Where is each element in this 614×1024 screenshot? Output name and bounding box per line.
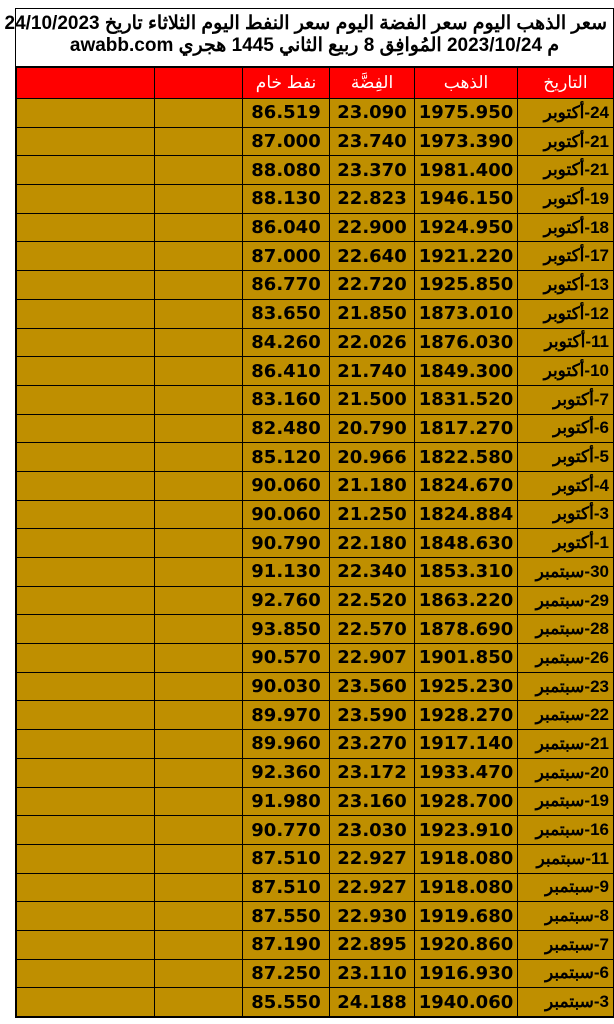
cell-date: 12-أكتوبر (518, 299, 614, 328)
cell-silver: 23.740 (330, 127, 415, 156)
cell-empty (17, 558, 155, 587)
cell-silver: 23.172 (330, 758, 415, 787)
table-row (17, 357, 614, 386)
table-row (17, 242, 614, 271)
cell-gold: 1920.860 (415, 930, 518, 959)
cell-date: 19-أكتوبر (518, 185, 614, 214)
cell-empty (17, 357, 155, 386)
cell-oil: 90.570 (243, 644, 330, 673)
cell-date: 16-سبتمبر (518, 816, 614, 845)
cell-empty (17, 529, 155, 558)
title-line-2: م 2023/10/24 المُوافِق 8 ربيع الثاني 1445 هجري awabb.com (69, 35, 560, 56)
cell-gold: 1824.670 (415, 471, 518, 500)
cell-empty (155, 586, 243, 615)
cell-empty (155, 758, 243, 787)
cell-oil: 83.160 (243, 385, 330, 414)
cell-empty (17, 844, 155, 873)
cell-gold: 1981.400 (415, 156, 518, 185)
cell-oil: 82.480 (243, 414, 330, 443)
cell-empty (17, 127, 155, 156)
cell-oil: 90.030 (243, 672, 330, 701)
header-oil: نفط خام (243, 68, 330, 99)
cell-empty (155, 615, 243, 644)
cell-date: 29-سبتمبر (518, 586, 614, 615)
cell-empty (155, 471, 243, 500)
sheet-title (4, 9, 613, 67)
header-empty-2 (17, 68, 155, 99)
cell-empty (155, 529, 243, 558)
table-row (17, 127, 614, 156)
cell-oil: 87.510 (243, 844, 330, 873)
table-row (17, 558, 614, 587)
cell-empty (155, 328, 243, 357)
cell-date: 3-سبتمبر (518, 988, 614, 1017)
cell-empty (17, 185, 155, 214)
cell-empty (17, 213, 155, 242)
header-date: التاريخ (518, 68, 614, 99)
cell-empty (17, 644, 155, 673)
cell-silver: 23.370 (330, 156, 415, 185)
cell-empty (17, 328, 155, 357)
cell-empty (155, 644, 243, 673)
cell-empty (17, 443, 155, 472)
cell-empty (155, 816, 243, 845)
table-row (17, 959, 614, 988)
cell-gold: 1928.700 (415, 787, 518, 816)
cell-date: 5-أكتوبر (518, 443, 614, 472)
cell-gold: 1917.140 (415, 730, 518, 759)
cell-empty (155, 385, 243, 414)
cell-empty (17, 471, 155, 500)
cell-silver: 22.900 (330, 213, 415, 242)
cell-empty (17, 730, 155, 759)
cell-silver: 22.907 (330, 644, 415, 673)
cell-silver: 21.740 (330, 357, 415, 386)
cell-empty (155, 500, 243, 529)
cell-silver: 22.927 (330, 844, 415, 873)
cell-empty (155, 701, 243, 730)
table-row (17, 701, 614, 730)
cell-oil: 90.790 (243, 529, 330, 558)
cell-date: 13-أكتوبر (518, 271, 614, 300)
cell-silver: 21.250 (330, 500, 415, 529)
table-row (17, 385, 614, 414)
table-row (17, 902, 614, 931)
cell-date: 7-سبتمبر (518, 930, 614, 959)
cell-date: 20-سبتمبر (518, 758, 614, 787)
cell-gold: 1901.850 (415, 644, 518, 673)
table-row (17, 930, 614, 959)
cell-gold: 1817.270 (415, 414, 518, 443)
cell-date: 8-سبتمبر (518, 902, 614, 931)
cell-empty (155, 213, 243, 242)
cell-empty (17, 385, 155, 414)
cell-empty (17, 758, 155, 787)
cell-empty (155, 99, 243, 128)
table-body (17, 99, 614, 1017)
header-row (17, 68, 614, 99)
cell-gold: 1918.080 (415, 873, 518, 902)
cell-oil: 85.550 (243, 988, 330, 1017)
cell-empty (155, 844, 243, 873)
cell-oil: 86.770 (243, 271, 330, 300)
cell-gold: 1849.300 (415, 357, 518, 386)
table-row (17, 299, 614, 328)
cell-empty (155, 930, 243, 959)
prices-table (16, 67, 614, 1017)
table-row (17, 185, 614, 214)
cell-gold: 1924.950 (415, 213, 518, 242)
cell-empty (17, 902, 155, 931)
cell-oil: 92.760 (243, 586, 330, 615)
cell-oil: 90.060 (243, 500, 330, 529)
cell-date: 10-أكتوبر (518, 357, 614, 386)
cell-silver: 22.927 (330, 873, 415, 902)
cell-date: 26-سبتمبر (518, 644, 614, 673)
cell-empty (155, 271, 243, 300)
cell-silver: 21.180 (330, 471, 415, 500)
cell-empty (17, 701, 155, 730)
table-row (17, 471, 614, 500)
title-line-1: سعر الذهب اليوم سعر الفضة اليوم سعر النفط اليوم الثلاثاء تاريخ 24/10/2023 (4, 13, 607, 34)
cell-empty (155, 357, 243, 386)
cell-empty (155, 156, 243, 185)
cell-oil: 88.130 (243, 185, 330, 214)
cell-oil: 87.250 (243, 959, 330, 988)
cell-silver: 22.640 (330, 242, 415, 271)
cell-gold: 1831.520 (415, 385, 518, 414)
cell-silver: 23.030 (330, 816, 415, 845)
cell-gold: 1853.310 (415, 558, 518, 587)
cell-empty (155, 988, 243, 1017)
cell-silver: 22.570 (330, 615, 415, 644)
cell-gold: 1878.690 (415, 615, 518, 644)
table-row (17, 873, 614, 902)
cell-gold: 1824.884 (415, 500, 518, 529)
table-row (17, 156, 614, 185)
cell-oil: 93.850 (243, 615, 330, 644)
cell-empty (17, 242, 155, 271)
cell-empty (155, 787, 243, 816)
cell-date: 30-سبتمبر (518, 558, 614, 587)
cell-date: 11-أكتوبر (518, 328, 614, 357)
cell-gold: 1916.930 (415, 959, 518, 988)
cell-oil: 91.980 (243, 787, 330, 816)
table-row (17, 844, 614, 873)
cell-oil: 85.120 (243, 443, 330, 472)
cell-gold: 1973.390 (415, 127, 518, 156)
table-row (17, 644, 614, 673)
cell-empty (17, 873, 155, 902)
cell-date: 9-سبتمبر (518, 873, 614, 902)
cell-date: 6-أكتوبر (518, 414, 614, 443)
cell-date: 22-سبتمبر (518, 701, 614, 730)
cell-oil: 88.080 (243, 156, 330, 185)
cell-silver: 22.180 (330, 529, 415, 558)
table-row (17, 500, 614, 529)
cell-date: 21-سبتمبر (518, 730, 614, 759)
cell-empty (155, 730, 243, 759)
cell-silver: 24.188 (330, 988, 415, 1017)
cell-oil: 90.770 (243, 816, 330, 845)
cell-oil: 84.260 (243, 328, 330, 357)
cell-silver: 23.590 (330, 701, 415, 730)
cell-empty (155, 959, 243, 988)
cell-empty (17, 99, 155, 128)
cell-date: 18-أكتوبر (518, 213, 614, 242)
cell-empty (17, 586, 155, 615)
cell-date: 1-أكتوبر (518, 529, 614, 558)
cell-silver: 21.850 (330, 299, 415, 328)
cell-oil: 89.960 (243, 730, 330, 759)
cell-oil: 87.550 (243, 902, 330, 931)
cell-gold: 1876.030 (415, 328, 518, 357)
cell-empty (155, 873, 243, 902)
cell-gold: 1919.680 (415, 902, 518, 931)
table-row (17, 816, 614, 845)
cell-gold: 1863.220 (415, 586, 518, 615)
cell-empty (17, 156, 155, 185)
cell-date: 17-أكتوبر (518, 242, 614, 271)
header-gold: الذهب (415, 68, 518, 99)
cell-oil: 87.000 (243, 242, 330, 271)
cell-date: 19-سبتمبر (518, 787, 614, 816)
cell-empty (17, 959, 155, 988)
cell-oil: 87.510 (243, 873, 330, 902)
cell-empty (155, 672, 243, 701)
cell-empty (155, 902, 243, 931)
cell-gold: 1925.230 (415, 672, 518, 701)
table-row (17, 99, 614, 128)
cell-empty (17, 414, 155, 443)
cell-oil: 86.040 (243, 213, 330, 242)
cell-date: 6-سبتمبر (518, 959, 614, 988)
cell-empty (17, 787, 155, 816)
cell-gold: 1848.630 (415, 529, 518, 558)
cell-silver: 22.720 (330, 271, 415, 300)
cell-gold: 1822.580 (415, 443, 518, 472)
cell-empty (17, 500, 155, 529)
cell-silver: 23.090 (330, 99, 415, 128)
table-row (17, 730, 614, 759)
cell-silver: 22.340 (330, 558, 415, 587)
cell-empty (155, 414, 243, 443)
cell-oil: 83.650 (243, 299, 330, 328)
cell-empty (17, 816, 155, 845)
cell-silver: 21.500 (330, 385, 415, 414)
table-row (17, 213, 614, 242)
cell-empty (155, 127, 243, 156)
cell-empty (17, 672, 155, 701)
cell-oil: 89.970 (243, 701, 330, 730)
cell-empty (155, 558, 243, 587)
cell-silver: 20.790 (330, 414, 415, 443)
cell-date: 21-أكتوبر (518, 127, 614, 156)
table-row (17, 758, 614, 787)
cell-empty (155, 299, 243, 328)
table-row (17, 443, 614, 472)
cell-date: 24-أكتوبر (518, 99, 614, 128)
cell-silver: 23.560 (330, 672, 415, 701)
cell-gold: 1918.080 (415, 844, 518, 873)
cell-empty (17, 988, 155, 1017)
cell-silver: 22.823 (330, 185, 415, 214)
cell-gold: 1946.150 (415, 185, 518, 214)
cell-oil: 86.410 (243, 357, 330, 386)
cell-oil: 87.190 (243, 930, 330, 959)
cell-empty (17, 615, 155, 644)
cell-empty (17, 299, 155, 328)
cell-oil: 91.130 (243, 558, 330, 587)
cell-gold: 1873.010 (415, 299, 518, 328)
cell-gold: 1975.950 (415, 99, 518, 128)
table-row (17, 615, 614, 644)
cell-date: 11-سبتمبر (518, 844, 614, 873)
cell-oil: 87.000 (243, 127, 330, 156)
cell-silver: 23.160 (330, 787, 415, 816)
header-silver: الفِضَّة (330, 68, 415, 99)
table-row (17, 529, 614, 558)
cell-silver: 22.895 (330, 930, 415, 959)
cell-gold: 1925.850 (415, 271, 518, 300)
cell-empty (155, 242, 243, 271)
cell-oil: 86.519 (243, 99, 330, 128)
cell-silver: 22.930 (330, 902, 415, 931)
cell-empty (17, 930, 155, 959)
cell-empty (17, 271, 155, 300)
table-row (17, 787, 614, 816)
header-empty-1 (155, 68, 243, 99)
table-row (17, 271, 614, 300)
cell-silver: 22.026 (330, 328, 415, 357)
cell-gold: 1940.060 (415, 988, 518, 1017)
table-row (17, 988, 614, 1017)
cell-oil: 90.060 (243, 471, 330, 500)
cell-gold: 1923.910 (415, 816, 518, 845)
cell-silver: 23.110 (330, 959, 415, 988)
cell-date: 23-سبتمبر (518, 672, 614, 701)
cell-silver: 20.966 (330, 443, 415, 472)
table-row (17, 672, 614, 701)
cell-gold: 1928.270 (415, 701, 518, 730)
table-row (17, 328, 614, 357)
cell-date: 7-أكتوبر (518, 385, 614, 414)
cell-date: 28-سبتمبر (518, 615, 614, 644)
table-row (17, 586, 614, 615)
cell-gold: 1921.220 (415, 242, 518, 271)
cell-date: 4-أكتوبر (518, 471, 614, 500)
table-row (17, 414, 614, 443)
cell-gold: 1933.470 (415, 758, 518, 787)
cell-silver: 23.270 (330, 730, 415, 759)
cell-empty (155, 185, 243, 214)
cell-oil: 92.360 (243, 758, 330, 787)
cell-date: 21-أكتوبر (518, 156, 614, 185)
cell-empty (155, 443, 243, 472)
price-sheet (4, 8, 614, 1018)
cell-silver: 22.520 (330, 586, 415, 615)
cell-date: 3-أكتوبر (518, 500, 614, 529)
